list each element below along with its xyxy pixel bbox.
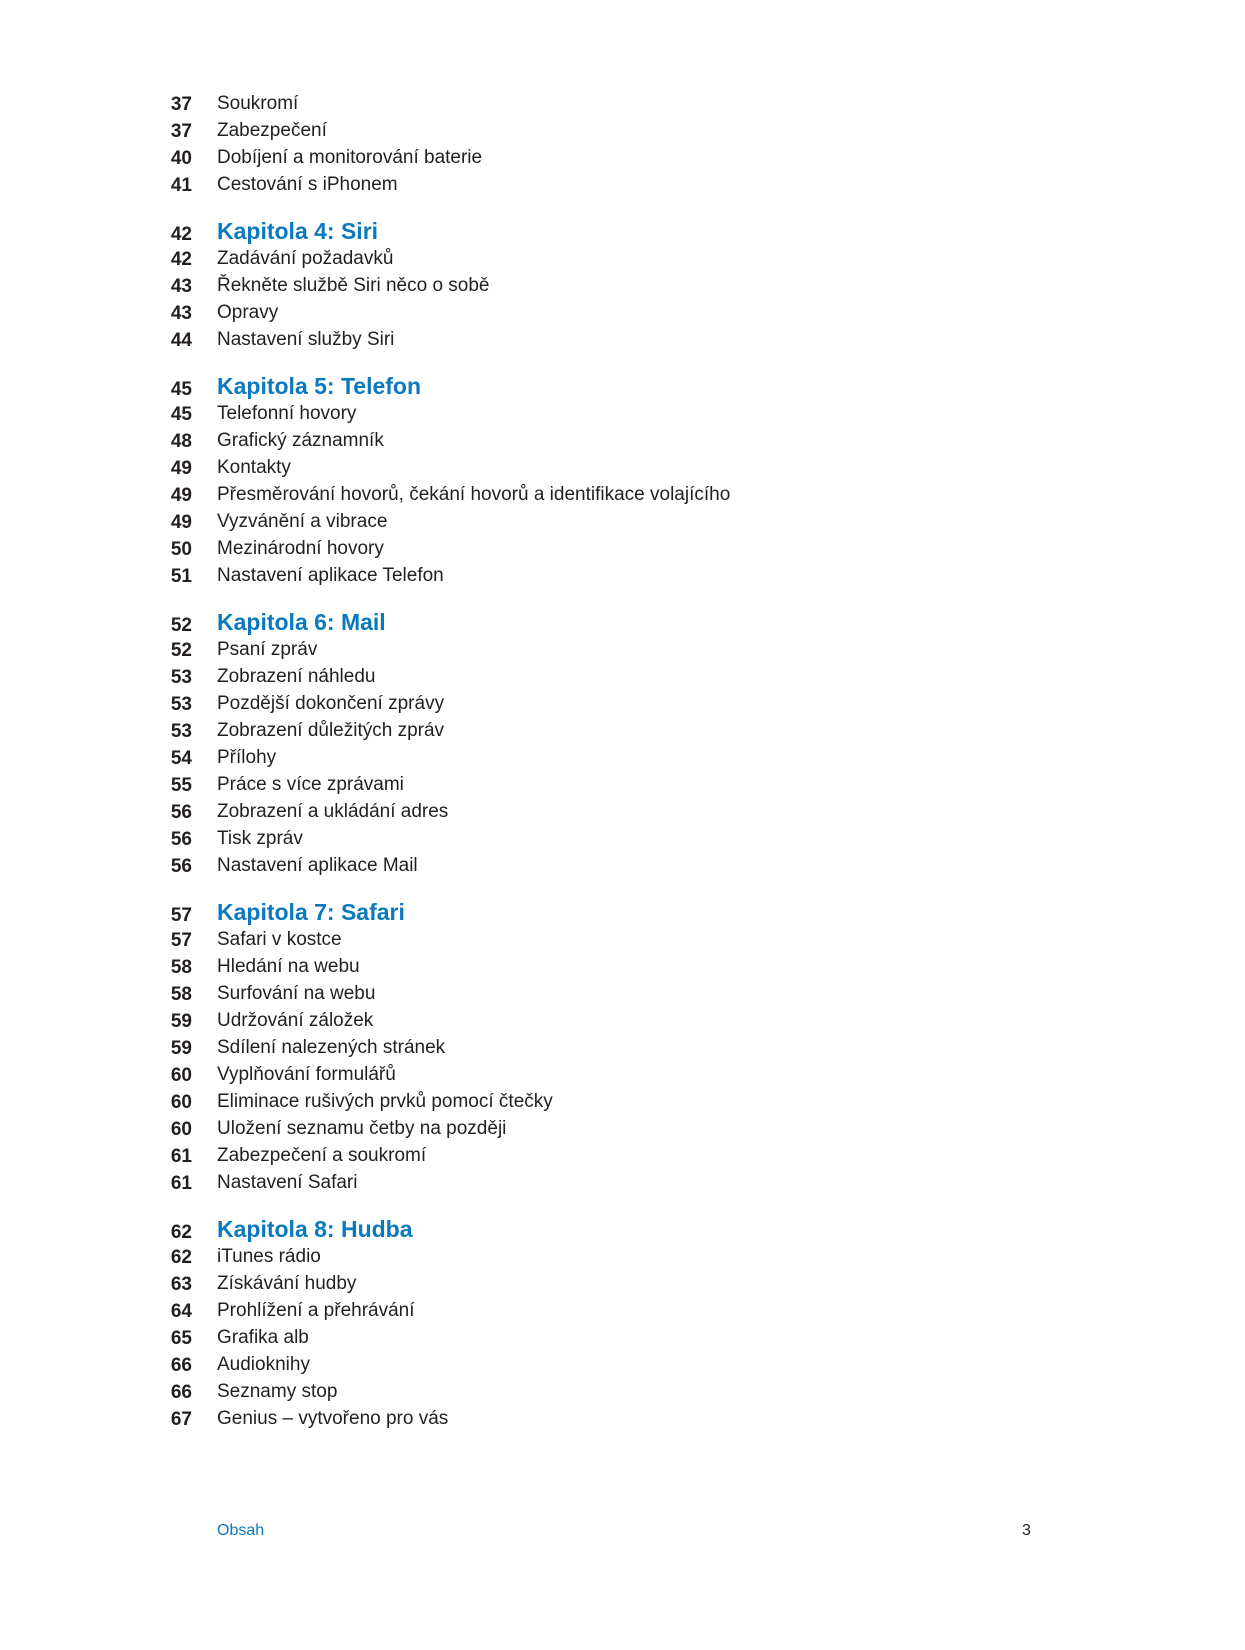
toc-page-number: 59 — [170, 1038, 192, 1059]
toc-entry-title: Genius – vytvořeno pro vás — [217, 1408, 449, 1429]
toc-page-number: 62 — [170, 1247, 192, 1268]
toc-entry[interactable] — [0, 982, 1245, 1009]
toc-entry-title: Seznamy stop — [217, 1381, 338, 1402]
toc-entry[interactable] — [0, 510, 1245, 537]
toc-entry[interactable] — [0, 1171, 1245, 1198]
toc-entry[interactable] — [0, 564, 1245, 591]
toc-entry[interactable] — [0, 119, 1245, 146]
toc-chapter-heading[interactable] — [0, 899, 1245, 928]
toc-entry-title: Dobíjení a monitorování baterie — [217, 147, 483, 168]
toc-page-number: 65 — [170, 1328, 192, 1349]
toc-entry[interactable] — [0, 692, 1245, 719]
toc-entry[interactable] — [0, 1299, 1245, 1326]
toc-entry[interactable] — [0, 1326, 1245, 1353]
toc-entry[interactable] — [0, 247, 1245, 274]
toc-page-number: 49 — [170, 512, 192, 533]
toc-chapter-title: Kapitola 4: Siri — [217, 218, 379, 244]
toc-entry-title: Práce s více zprávami — [217, 774, 404, 795]
toc-entry-title: Zobrazení náhledu — [217, 666, 376, 687]
toc-entry-title: Pozdější dokončení zprávy — [217, 693, 445, 714]
toc-entry[interactable] — [0, 1036, 1245, 1063]
toc-page-number: 56 — [170, 856, 192, 877]
toc-entry-title: Tisk zpráv — [217, 828, 303, 849]
toc-entry[interactable] — [0, 92, 1245, 119]
toc-page-number: 52 — [170, 615, 192, 636]
toc-entry-title: Vyplňování formulářů — [217, 1064, 396, 1085]
toc-chapter-title: Kapitola 7: Safari — [217, 899, 405, 925]
toc-page-number: 41 — [170, 175, 192, 196]
toc-entry-title: Opravy — [217, 302, 279, 323]
toc-entry[interactable] — [0, 719, 1245, 746]
toc-page-number: 57 — [170, 905, 192, 926]
toc-page-number: 63 — [170, 1274, 192, 1295]
toc-page-number: 60 — [170, 1092, 192, 1113]
toc-page-number: 49 — [170, 458, 192, 479]
toc-chapter-heading[interactable] — [0, 609, 1245, 638]
toc-page-number: 37 — [170, 94, 192, 115]
toc-page-number: 56 — [170, 802, 192, 823]
footer-page-number: 3 — [1022, 1522, 1031, 1539]
toc-entry[interactable] — [0, 955, 1245, 982]
toc-entry[interactable] — [0, 800, 1245, 827]
toc-chapter-title: Kapitola 6: Mail — [217, 609, 386, 635]
toc-page-number: 55 — [170, 775, 192, 796]
toc-entry[interactable] — [0, 928, 1245, 955]
toc-entry[interactable] — [0, 537, 1245, 564]
toc-entry-title: Kontakty — [217, 457, 291, 478]
toc-entry-title: Nastavení aplikace Mail — [217, 855, 418, 876]
toc-page-number: 64 — [170, 1301, 192, 1322]
footer-section-label: Obsah — [217, 1522, 265, 1539]
toc-page-number: 58 — [170, 984, 192, 1005]
toc-entry-title: Sdílení nalezených stránek — [217, 1037, 446, 1058]
toc-page-number: 66 — [170, 1382, 192, 1403]
toc-entry-title: Zabezpečení a soukromí — [217, 1145, 427, 1166]
toc-page-number: 51 — [170, 566, 192, 587]
toc-page-number: 53 — [170, 667, 192, 688]
toc-page-number: 44 — [170, 330, 192, 351]
toc-page-number: 43 — [170, 303, 192, 324]
toc-entry[interactable] — [0, 1272, 1245, 1299]
toc-page-number: 53 — [170, 694, 192, 715]
toc-entry[interactable] — [0, 773, 1245, 800]
toc-entry-title: Grafický záznamník — [217, 430, 384, 451]
toc-page-number: 53 — [170, 721, 192, 742]
toc-entry-title: Nastavení Safari — [217, 1172, 358, 1193]
toc-entry-title: Telefonní hovory — [217, 403, 357, 424]
toc-page-number: 59 — [170, 1011, 192, 1032]
toc-entry-title: Mezinárodní hovory — [217, 538, 384, 559]
toc-page-number: 43 — [170, 276, 192, 297]
toc-entry[interactable] — [0, 146, 1245, 173]
toc-entry[interactable] — [0, 746, 1245, 773]
toc-entry[interactable] — [0, 173, 1245, 200]
toc-entry-title: Hledání na webu — [217, 956, 360, 977]
toc-page-number: 66 — [170, 1355, 192, 1376]
toc-entry-title: Prohlížení a přehrávání — [217, 1300, 415, 1321]
toc-entry[interactable] — [0, 827, 1245, 854]
toc-page-number: 45 — [170, 379, 192, 400]
toc-page-number: 60 — [170, 1119, 192, 1140]
toc-page-number: 56 — [170, 829, 192, 850]
toc-entry-title: Získávání hudby — [217, 1273, 357, 1294]
toc-entry[interactable] — [0, 854, 1245, 881]
toc-entry-title: Udržování záložek — [217, 1010, 374, 1031]
toc-entry-title: Zobrazení důležitých zpráv — [217, 720, 445, 741]
toc-entry[interactable] — [0, 1144, 1245, 1171]
toc-entry-title: Vyzvánění a vibrace — [217, 511, 388, 532]
toc-entry[interactable] — [0, 274, 1245, 301]
toc-entry-title: Zabezpečení — [217, 120, 327, 141]
toc-entry-title: Soukromí — [217, 93, 299, 114]
toc-entry-title: Surfování na webu — [217, 983, 376, 1004]
toc-page-number: 42 — [170, 224, 192, 245]
toc-entry[interactable] — [0, 1407, 1245, 1434]
toc-entry-title: Zobrazení a ukládání adres — [217, 801, 449, 822]
toc-entry-title: Uložení seznamu četby na později — [217, 1118, 507, 1139]
toc-page-number: 61 — [170, 1146, 192, 1167]
table-of-contents — [0, 92, 1245, 1434]
toc-entry[interactable] — [0, 483, 1245, 510]
toc-page-number: 67 — [170, 1409, 192, 1430]
toc-chapter-title: Kapitola 5: Telefon — [217, 373, 422, 399]
toc-entry-title: Eliminace rušivých prvků pomocí čtečky — [217, 1091, 553, 1112]
toc-entry-title: Grafika alb — [217, 1327, 309, 1348]
toc-entry-title: Přílohy — [217, 747, 277, 768]
toc-page-number: 52 — [170, 640, 192, 661]
toc-entry[interactable] — [0, 665, 1245, 692]
toc-page-number: 60 — [170, 1065, 192, 1086]
toc-entry[interactable] — [0, 456, 1245, 483]
toc-entry-title: Cestování s iPhonem — [217, 174, 398, 195]
toc-entry-title: Přesměrování hovorů, čekání hovorů a identifikace volajícího — [217, 484, 731, 505]
toc-entry-title: Řekněte službě Siri něco o sobě — [217, 275, 490, 296]
toc-entry[interactable] — [0, 429, 1245, 456]
toc-entry[interactable] — [0, 1090, 1245, 1117]
toc-page-number: 45 — [170, 404, 192, 425]
toc-page-number: 54 — [170, 748, 192, 769]
toc-entry[interactable] — [0, 1380, 1245, 1407]
toc-entry[interactable] — [0, 1009, 1245, 1036]
toc-page-number: 42 — [170, 249, 192, 270]
toc-entry-title: Safari v kostce — [217, 929, 342, 950]
toc-page-number: 57 — [170, 930, 192, 951]
toc-entry-title: Zadávání požadavků — [217, 248, 394, 269]
toc-entry[interactable] — [0, 638, 1245, 665]
toc-entry[interactable] — [0, 1063, 1245, 1090]
toc-entry-title: Psaní zpráv — [217, 639, 318, 660]
toc-page-number: 40 — [170, 148, 192, 169]
toc-page-number: 49 — [170, 485, 192, 506]
toc-page-number: 37 — [170, 121, 192, 142]
toc-chapter-heading[interactable] — [0, 373, 1245, 402]
toc-entry[interactable] — [0, 328, 1245, 355]
toc-page-number: 61 — [170, 1173, 192, 1194]
toc-page-number: 48 — [170, 431, 192, 452]
toc-page-number: 62 — [170, 1222, 192, 1243]
toc-entry[interactable] — [0, 1117, 1245, 1144]
toc-page-number: 58 — [170, 957, 192, 978]
toc-entry[interactable] — [0, 301, 1245, 328]
toc-entry[interactable] — [0, 1353, 1245, 1380]
toc-chapter-heading[interactable] — [0, 1216, 1245, 1245]
toc-page-number: 50 — [170, 539, 192, 560]
toc-entry-title: Audioknihy — [217, 1354, 310, 1375]
toc-entry-title: Nastavení služby Siri — [217, 329, 395, 350]
toc-entry-title: Nastavení aplikace Telefon — [217, 565, 444, 586]
toc-entry[interactable] — [0, 402, 1245, 429]
toc-entry[interactable] — [0, 1245, 1245, 1272]
toc-chapter-heading[interactable] — [0, 218, 1245, 247]
toc-chapter-title: Kapitola 8: Hudba — [217, 1216, 413, 1242]
toc-entry-title: iTunes rádio — [217, 1246, 321, 1267]
